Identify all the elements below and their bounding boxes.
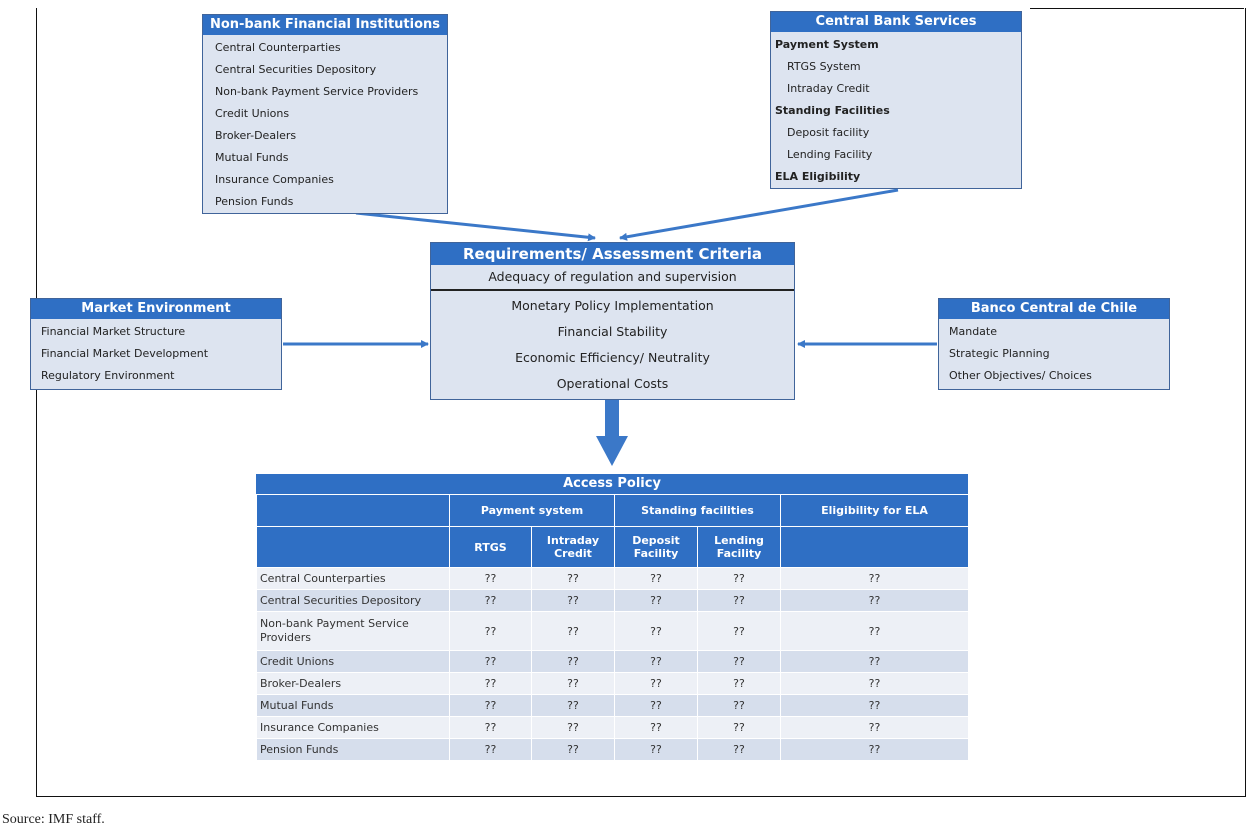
- nonbank-box: [202, 14, 448, 214]
- group-header: Payment system: [450, 495, 615, 527]
- requirements-title: Requirements/ Assessment Criteria: [431, 243, 794, 265]
- table-cell: ??: [781, 695, 969, 717]
- market-title: Market Environment: [31, 299, 281, 319]
- table-row: [257, 568, 969, 590]
- table-cell: ??: [532, 695, 615, 717]
- cbs-item: Standing Facilities: [775, 104, 890, 117]
- table-row: [257, 695, 969, 717]
- market-item: Financial Market Structure: [41, 325, 186, 338]
- table-cell: ??: [532, 612, 615, 651]
- row-label: Credit Unions: [257, 651, 450, 673]
- header-blank: [257, 527, 450, 568]
- table-cell: ??: [781, 651, 969, 673]
- table-cell: ??: [450, 739, 532, 761]
- nonbank-item: Non-bank Payment Service Providers: [215, 85, 419, 98]
- row-label: Central Securities Depository: [257, 590, 450, 612]
- banco-item: Other Objectives/ Choices: [949, 369, 1092, 382]
- cbs-box: [770, 11, 1022, 189]
- banco-item: Strategic Planning: [949, 347, 1050, 360]
- nonbank-item: Insurance Companies: [215, 173, 334, 186]
- table-cell: ??: [698, 612, 781, 651]
- nonbank-item: Central Securities Depository: [215, 63, 377, 76]
- nonbank-item: Mutual Funds: [215, 151, 289, 164]
- cbs-item: Intraday Credit: [787, 82, 870, 95]
- table-cell: ??: [532, 739, 615, 761]
- row-label: Mutual Funds: [257, 695, 450, 717]
- table-cell: ??: [450, 695, 532, 717]
- market-item: Regulatory Environment: [41, 369, 175, 382]
- table-cell: ??: [698, 695, 781, 717]
- requirements-box: [430, 242, 795, 400]
- group-header: Eligibility for ELA: [781, 495, 969, 527]
- table-cell: ??: [698, 651, 781, 673]
- criterion-item: Financial Stability: [557, 324, 668, 339]
- table-cell: ??: [698, 568, 781, 590]
- table-cell: ??: [781, 590, 969, 612]
- table-cell: ??: [450, 612, 532, 651]
- row-label: Broker-Dealers: [257, 673, 450, 695]
- header-blank: [257, 495, 450, 527]
- table-cell: ??: [532, 568, 615, 590]
- source-note: Source: IMF staff.: [2, 812, 105, 827]
- cbs-item: Lending Facility: [787, 148, 873, 161]
- table-cell: ??: [615, 612, 698, 651]
- nonbank-item: Central Counterparties: [215, 41, 341, 54]
- market-item: Financial Market Development: [41, 347, 209, 360]
- table-cell: ??: [615, 651, 698, 673]
- table-row: [257, 673, 969, 695]
- sub-header: Lending Facility: [698, 527, 781, 568]
- criterion-item: Monetary Policy Implementation: [511, 298, 714, 313]
- table-cell: ??: [532, 673, 615, 695]
- table-cell: ??: [532, 590, 615, 612]
- table-row: [257, 717, 969, 739]
- table-cell: ??: [532, 717, 615, 739]
- header-blank: [781, 527, 969, 568]
- table-cell: ??: [450, 590, 532, 612]
- row-label: Central Counterparties: [257, 568, 450, 590]
- table-cell: ??: [450, 568, 532, 590]
- table-cell: ??: [615, 590, 698, 612]
- nonbank-item: Pension Funds: [215, 195, 294, 208]
- table-row: [257, 651, 969, 673]
- table-cell: ??: [532, 651, 615, 673]
- arrow-down-head: [596, 436, 628, 466]
- nonbank-item: Broker-Dealers: [215, 129, 297, 142]
- table-cell: ??: [615, 717, 698, 739]
- nonbank-title: Non-bank Financial Institutions: [203, 15, 447, 35]
- row-label: Non-bank Payment Service Providers: [257, 612, 450, 651]
- banco-item: Mandate: [949, 325, 998, 338]
- criterion-item: Economic Efficiency/ Neutrality: [515, 350, 710, 365]
- table-row: [257, 739, 969, 761]
- table-cell: ??: [781, 673, 969, 695]
- nonbank-item: Credit Unions: [215, 107, 290, 120]
- table-cell: ??: [781, 612, 969, 651]
- sub-header: Deposit Facility: [615, 527, 698, 568]
- criterion-item: Operational Costs: [556, 376, 669, 391]
- table-cell: ??: [781, 739, 969, 761]
- table-row: [257, 590, 969, 612]
- table-cell: ??: [781, 717, 969, 739]
- row-label: Pension Funds: [257, 739, 450, 761]
- table-cell: ??: [698, 590, 781, 612]
- group-header: Standing facilities: [615, 495, 781, 527]
- market-box: [30, 298, 282, 390]
- cbs-item: Deposit facility: [787, 126, 870, 139]
- banco-box: [938, 298, 1170, 390]
- table-cell: ??: [615, 568, 698, 590]
- arrow-nonbank-to-req: [356, 213, 595, 238]
- arrow-down-shaft: [605, 400, 619, 436]
- arrow-cbs-to-req: [620, 190, 898, 238]
- table-cell: ??: [450, 673, 532, 695]
- adequacy-text: Adequacy of regulation and supervision: [431, 265, 794, 291]
- access-policy: [256, 474, 968, 761]
- banco-title: Banco Central de Chile: [939, 299, 1169, 319]
- sub-header: Intraday Credit: [532, 527, 615, 568]
- table-cell: ??: [781, 568, 969, 590]
- table-cell: ??: [698, 673, 781, 695]
- table-cell: ??: [615, 673, 698, 695]
- table-cell: ??: [450, 651, 532, 673]
- table-cell: ??: [450, 717, 532, 739]
- cbs-item: ELA Eligibility: [775, 170, 861, 183]
- cbs-item: RTGS System: [787, 60, 861, 73]
- table-row: [257, 612, 969, 651]
- sub-header: RTGS: [450, 527, 532, 568]
- table-cell: ??: [615, 739, 698, 761]
- table-cell: ??: [698, 717, 781, 739]
- table-cell: ??: [615, 695, 698, 717]
- cbs-title: Central Bank Services: [771, 12, 1021, 32]
- access-policy-table: [256, 494, 969, 761]
- table-cell: ??: [698, 739, 781, 761]
- cbs-item: Payment System: [775, 38, 879, 51]
- access-policy-title: Access Policy: [256, 474, 968, 494]
- row-label: Insurance Companies: [257, 717, 450, 739]
